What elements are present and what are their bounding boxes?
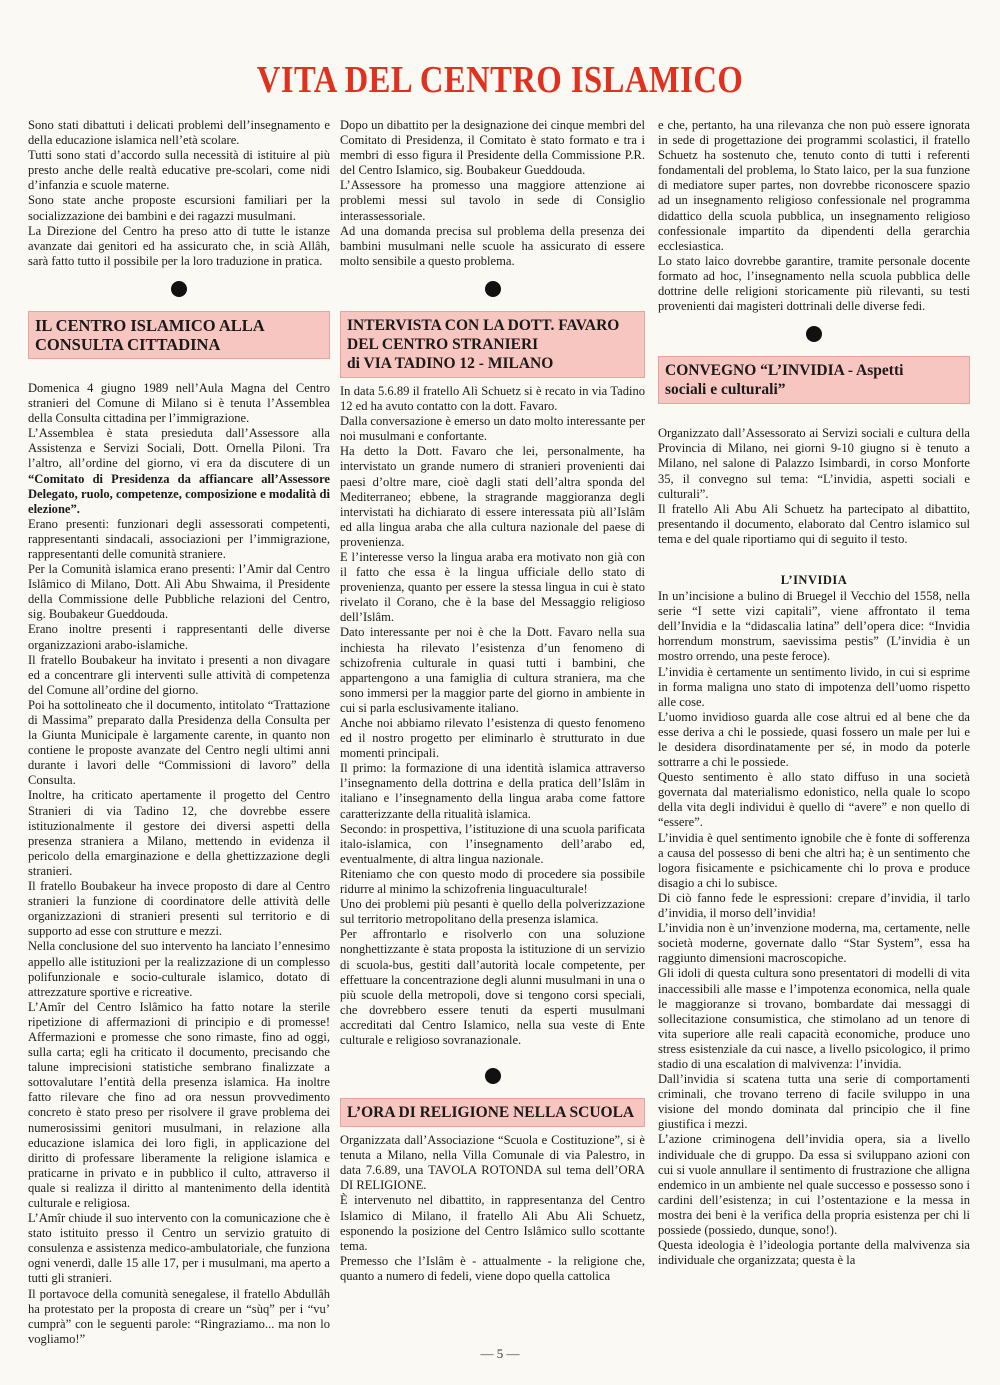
- paragraph: Il fratello Ali Abu Ali Schuetz ha partecipato al dibattito, presentando il documento, elaborato dal Centro islamico sul tema e del quale riportiamo qui di seguito il testo.: [658, 501, 970, 546]
- page-number: — 5 —: [480, 1346, 520, 1361]
- paragraph: Il fratello Boubakeur ha invitato i presenti a non divagare ed a concentrare gli interventi sulle attività di competenza del Comune all’ordine del giorno.: [28, 652, 330, 697]
- paragraph: Nella conclusione del suo intervento ha lanciato l’ennesimo appello alle istituzioni per la realizzazione di un complesso polifunzionale e socio-culturale islamico, dotato di attrezzature sportive e ricreative.: [28, 939, 330, 999]
- paragraph: L’azione criminogena dell’invidia opera, sia a livello individuale che di gruppo. Da essa si sviluppano azioni con cui si vuole annullare il sentimento di frustrazione che alligna endemico in un ambiente nel quale successo e possesso sono i cardini dell’esistenza; in cui l’ostentazione e la messa in mostra dei beni è la verifica della propria esistenza per chi li possiede (possiedo, dunque, sono!).: [658, 1132, 970, 1237]
- column-2: [340, 118, 645, 1284]
- section-bullet-icon: [485, 1068, 501, 1084]
- column-1: [28, 118, 330, 1347]
- paragraph: Organizzato dall’Assessorato ai Servizi sociali e cultura della Provincia di Milano, nei giorni 9-10 giugno si è tenuto a Milano, nel salone di Palazzo Isimbardi, in corso Monforte 35, il convegno sul tema: “L’invidia, aspetti sociali e culturali”.: [658, 426, 970, 501]
- paragraph: Il fratello Boubakeur ha invece proposto di dare al Centro stranieri la funzione di coordinatore delle attività delle organizzazioni di stranieri presenti sul territorio e di supporto ad esse con strutture e mezzi.: [28, 879, 330, 939]
- paragraph: Per la Comunità islamica erano presenti: l’Amir dal Centro Islâmico di Milano, Dott. Alì Abu Shwaima, il Presidente della Commissione delle Pubbliche relazioni del Centro, sig. Boubakeur Gueddouda.: [28, 562, 330, 622]
- paragraph: Ad una domanda precisa sul problema della presenza dei bambini musulmani nelle scuole ha assicurato di essere molto sensibile a questo problema.: [340, 223, 645, 268]
- paragraph: Secondo: in prospettiva, l’istituzione di una scuola parificata italo-islamica, con l’insegnamento dell’arabo ed, eventualmente, di altra lingua nazionale.: [340, 821, 645, 866]
- paragraph: Questo sentimento è allo stato diffuso in una società governata dal materialismo edonistico, nella quale lo scopo della vita degli individui è quello di “avere” e non quello di “essere”.: [658, 770, 970, 830]
- paragraph: Lo stato laico dovrebbe garantire, tramite personale docente formato ad hoc, l’insegnamento nella scuola pubblica delle dottrine delle religioni storicamente più rilevanti, su testi provenienti dai magisteri dottrinali delle diverse fedi.: [658, 253, 970, 314]
- paragraph: Questa ideologia è l’ideologia portante della malvivenza sia individuale che organizzata; questa è la: [658, 1238, 970, 1268]
- paragraph: La Direzione del Centro ha preso atto di tutte le istanze avanzate dai genitori ed ha assicurato che, in scià Allâh, sarà fatto tutto il possibile per la loro traduzione in pratica.: [28, 223, 330, 268]
- paragraph: Il portavoce della comunità senegalese, il fratello Abdullâh ha protestato per la proposta di creare un “sùq” per i “vu’ cumprà” con le seguenti parole: “Ringraziamo... ma non lo vogliamo!”: [28, 1286, 330, 1346]
- paragraph: Domenica 4 giugno 1989 nell’Aula Magna del Centro stranieri del Comune di Milano si è tenuta l’Assemblea della Consulta cittadina per l’immigrazione.: [28, 380, 330, 426]
- paragraph: Di ciò fanno fede le espressioni: crepare d’invidia, il tarlo d’invidia, il morso dell’invidia!: [658, 890, 970, 921]
- paragraph: Premesso che l’Islâm è - attualmente - la religione che, quanto a numero di fedeli, viene dopo quella cattolica: [340, 1253, 645, 1283]
- paragraph: E l’interesse verso la lingua araba era motivato non già con il fatto che essa è la lingua ufficiale dello stato di provenienza, quanto per essere la stessa lingua in cui è stato rivelato il Corano, che è la base del Messaggio religioso dell’Islâm.: [340, 549, 645, 625]
- paragraph: Dalla conversazione è emerso un dato molto interessante per noi musulmani e confortante.: [340, 414, 645, 444]
- paragraph: L’Amîr del Centro Islâmico ha fatto notare la sterile ripetizione di affermazioni di principio e di promesse! Affermazioni e promesse che sono rimaste, fino ad oggi, sulla carta; egli ha criticato il documento, precisando che talune imprecisioni statistiche sembrano finalizzate a sottovalutare l’entità della presenza islamica. Ha inoltre fatto rilevare che fino ad ora nessun provvedimento concreto è stato preso per risolvere il grave problema dei numerosissimi genitori musulmani, in relazione alla educazione islamica dei loro figli, in applicazione del diritto di professare liberamente la religione islamica e praticarne in privato e in pubblico il culto, attraverso il quale si realizza il diritto al mantenimento della identità culturale e religiosa.: [28, 999, 330, 1210]
- paragraph: Anche noi abbiamo rilevato l’esistenza di questo fenomeno ed il nostro progetto per eliminarlo è strutturato in due momenti principali.: [340, 716, 645, 761]
- section-bullet-icon: [806, 326, 822, 342]
- paragraph: Dopo un dibattito per la designazione dei cinque membri del Comitato di Presidenza, il Comitato è stato formato e tra i membri di esso figura il Presidente della Commissione P.R. del Centro Islamico, sig. Boubakeur Gueddouda.: [340, 118, 645, 178]
- paragraph: Ha detto la Dott. Favaro che lei, personalmente, ha intervistato un grande numero di stranieri provenienti dai paesi d’oltre mare, cioè dagli stati dell’altra sponda del Mediterraneo; ebbene, la stragrande maggioranza degli intervistati ha dichiarato di essere interessata più all’Islâm ed alla lingua araba che alla cultura nazionale del paese di provenienza.: [340, 444, 645, 549]
- paragraph: L’uomo invidioso guarda alle cose altrui ed al bene che da esse deriva a chi le possiede, quasi fossero un male per lui e le desidera disordinatamente per sé, in modo da poterle sottrarre a chi le possiede.: [658, 709, 970, 770]
- paragraph: Inoltre, ha criticato apertamente il progetto del Centro Stranieri di via Tadino 12, che dovrebbe essere istituzionalmente il gestore dei diversi aspetti della presenza straniera a Milano, mettendo in evidenza il pericolo della emarginazione e della ghettizzazione degli stranieri.: [28, 788, 330, 878]
- section-heading-consulta: IL CENTRO ISLAMICO ALLA CONSULTA CITTADINA: [28, 311, 330, 359]
- paragraph: Dato interessante per noi è che la Dott. Favaro nella sua inchiesta ha rilevato l’esistenza d’un fenomeno di schizofrenia culturale in quasi tutti i bambini, che appartengono a una famiglia di cultura straniera, ma che sono immersi per la maggior parte del giorno in ambiente in cui si parla esclusivamente italiano.: [340, 625, 645, 715]
- paragraph: L’invidia è quel sentimento ignobile che è fonte di sofferenza a causa del possesso di beni che altri ha; è un sentimento che logora fisicamente e psichicamente chi lo prova e produce disagio a chi lo subisce.: [658, 830, 970, 890]
- page-masthead: VITA DEL CENTRO ISLAMICO: [256, 59, 744, 101]
- paragraph: Poi ha sottolineato che il documento, intitolato “Trattazione di Massima” preparato dalla Presidenza della Consulta per la Giunta Municipale è largamente carente, in quanto non contiene le proposte avanzate del Centro negli ultimi anni durante i lavori delle “Commissioni di lavoro” della Consulta.: [28, 697, 330, 788]
- paragraph: e che, pertanto, ha una rilevanza che non può essere ignorata in sede di progettazione dei programmi scolastici, il fratello Schuetz ha sostenuto che, tenuto conto di tutti i referenti fondamentali del problema, lo Stato laico, per la sua funzione di mediatore super partes, non dovrebbe riconoscere spazio ad un insegnamento religioso confessionale nel programma didattico della scuola pubblica, un insegnamento religioso confessionale impartito da dipendenti della gerarchia ecclesiastica.: [658, 118, 970, 253]
- paragraph: Sono state anche proposte escursioni familiari per la socializzazione dei bambini e dei ragazzi musulmani.: [28, 193, 330, 223]
- paragraph: Erano presenti: funzionari degli assessorati competenti, rappresentanti sindacali, associazioni per l’immigrazione, rappresentanti delle comunità straniere.: [28, 516, 330, 561]
- column-3: [658, 118, 970, 1268]
- paragraph: Gli idoli di questa cultura sono presentatori di modelli di vita inaccessibili alle masse e l’impotenza economica, nella quale le maggioranze si trovano, bombardate dai messaggi di sollecitazione consumistica, che stimolano ad un tenore di vita superiore alle reali capacità economiche, produce uno stress esistenziale da cui nasce, a livello psicologico, il primo stadio di una escalation di malvivenza: l’invidia.: [658, 966, 970, 1071]
- paragraph: L’invidia è certamente un sentimento livido, in cui si esprime in forma maligna uno stato di impotenza dell’uomo rispetto alle cose.: [658, 664, 970, 709]
- section-bullet-icon: [485, 281, 501, 297]
- section-heading-ora-religione: L’ORA DI RELIGIONE NELLA SCUOLA: [340, 1098, 645, 1127]
- paragraph: Per affrontarlo e risolverlo con una soluzione nonghettizzante è stata proposta la istituzione di un servizio di scuola-bus, gestiti dall’autorità locale competente, per effettuare la concentrazione degli alunni musulmani in una o più scuole della metropoli, dove si tengono corsi speciali, che dovrebbero essere tenuti da esperti musulmani accreditati dal Centro Islamico, nella sua veste di Ente culturale e religioso sovranazionale.: [340, 927, 645, 1047]
- paragraph: Erano inoltre presenti i rappresentanti delle diverse organizzazioni arabo-islamiche.: [28, 622, 330, 652]
- bold-agenda-item: “Comitato di Presidenza da affiancare all’Assessore Delegato, ruolo, competenze, composizione e modalità di elezione”.: [28, 471, 330, 516]
- paragraph: Sono stati dibattuti i delicati problemi dell’insegnamento e della educazione islamica nell’età scolare.: [28, 118, 330, 148]
- paragraph: Uno dei problemi più pesanti è quello della polverizzazione sul territorio metropolitano della presenza islamica.: [340, 897, 645, 927]
- paragraph: Il primo: la formazione di una identità islamica attraverso l’insegnamento della dottrina e della pratica dell’Islâm in italiano e l’insegnamento della lingua araba come fattore caratterizzante della ritualità islamica.: [340, 761, 645, 821]
- paragraph: Organizzata dall’Associazione “Scuola e Costituzione”, si è tenuta a Milano, nella Villa Comunale di via Palestro, in data 7.6.89, una TAVOLA ROTONDA sul tema dell’ORA DI RELIGIONE.: [340, 1133, 645, 1193]
- section-heading-intervista: INTERVISTA CON LA DOTT. FAVARO DEL CENTRO STRANIERI di VIA TADINO 12 - MILANO: [340, 311, 645, 378]
- paragraph: L’Amîr chiude il suo intervento con la comunicazione che è stato istituito presso il Centro un servizio gratuito di consulenza e assistenza medico-ambulatoriale, che funziona ogni venerdì, dalle 15 alle 17, per i musulmani, ma aperto a tutti gli stranieri.: [28, 1211, 330, 1286]
- section-heading-convegno: CONVEGNO “L’INVIDIA - Aspetti sociali e culturali”: [658, 356, 970, 404]
- section-bullet-icon: [171, 281, 187, 297]
- paragraph: In data 5.6.89 il fratello Alì Schuetz si è recato in via Tadino 12 ed ha avuto contatto con la dott. Favaro.: [340, 383, 645, 414]
- paragraph: Riteniamo che con questo modo di procedere sia possibile ridurre al minimo la schizofrenia linguaculturale!: [340, 866, 645, 897]
- paragraph: Tutti sono stati d’accordo sulla necessità di istituire al più presto anche delle realtà educative pre-scolari, come nidi d’infanzia e scuole materne.: [28, 148, 330, 193]
- paragraph: L’Assessore ha promesso una maggiore attenzione ai problemi messi sul tavolo in sede di Consiglio interassessoriale.: [340, 178, 645, 223]
- subheading-invidia: L’INVIDIA: [780, 572, 848, 587]
- paragraph: Dall’invidia si scatena tutta una serie di comportamenti criminali, che trovano terreno di facile sviluppo in una visione del mondo dominata dal principio che il fine giustifica i mezzi.: [658, 1072, 970, 1132]
- paragraph: L’invidia non è un’invenzione moderna, ma, certamente, nelle società moderne, governate dallo “Star System”, essa ha raggiunto dimensioni macroscopiche.: [658, 921, 970, 966]
- paragraph: L’Assemblea è stata presieduta dall’Assessore alla Assistenza e Servizi Sociali, Dott. Ornella Piloni. Tra l’altro, all’ordine del giorno, vi era da discutere di un “Comitato di Presidenza da affiancare all’Assessore Delegato, ruolo, competenze, composizione e modalità di elezione”.: [28, 426, 330, 516]
- paragraph: In un’incisione a bulino di Bruegel il Vecchio del 1558, nella serie “I sette vizi capitali”, viene affrontato il tema dell’Invidia e la “didascalia latina” dell’opera dice: “Invidia horrendum monstrum, saevissima pestis” (L’invidia è un mostro orrendo, una peste feroce).: [658, 589, 970, 664]
- paragraph: È intervenuto nel dibattito, in rappresentanza del Centro Islamico di Milano, il fratello Ali Abu Ali Schuetz, esponendo la posizione del Centro Islâmico sullo scottante tema.: [340, 1193, 645, 1253]
